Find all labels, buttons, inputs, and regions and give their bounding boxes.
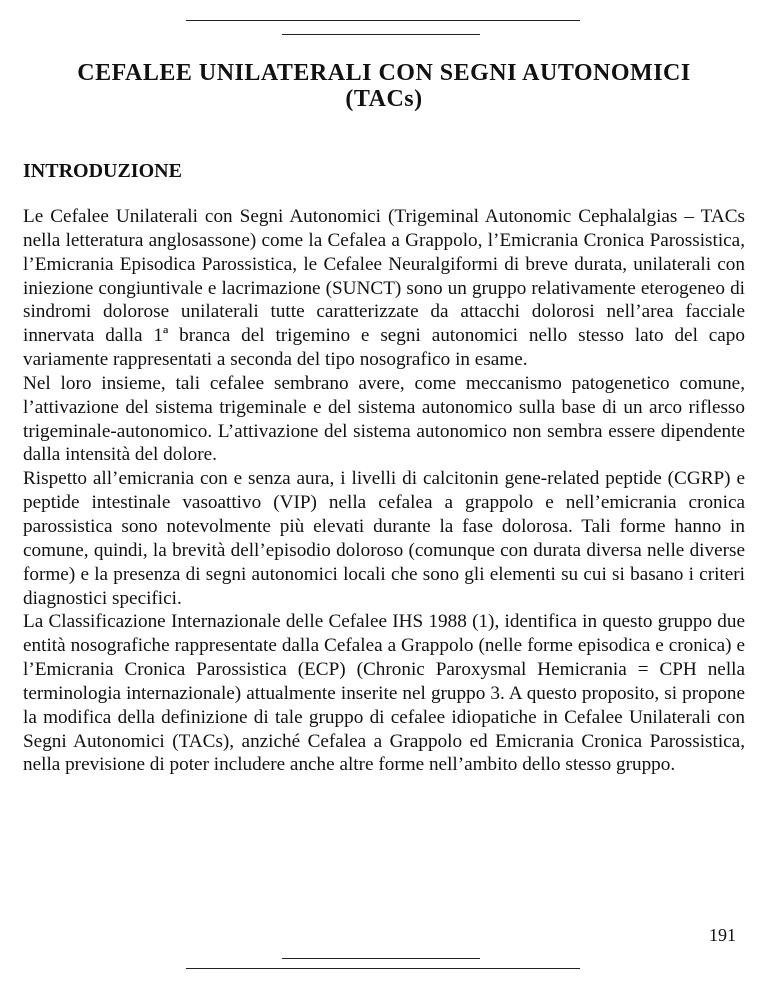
paragraph-4: La Classificazione Internazionale delle Cefalee IHS 1988 (1), identifica in questo gruppo due entità nosografiche rappresentate dalla Cefalea a Grappolo (nelle forme episodica e cronica) e l’Emicrania Cronica Parossistica (ECP) (Chronic Paroxysmal Hemicrania = CPH nella terminologia internazionale) attualmente inserite nel gruppo 3. A questo proposito, si propone la modifica della definizione di tale gruppo di cefalee idiopatiche in Cefalee Unilaterali con Segni Autonomici (TACs), anziché Cefalea a Grappolo ed Emicrania Cronica Parossistica, nella previsione di poter includere anche altre forme nell’ambito dello stesso gruppo. bbox=[23, 611, 745, 776]
page-number: 191 bbox=[709, 925, 736, 945]
section-heading: INTRODUZIONE bbox=[23, 160, 182, 182]
bottom-rule-short bbox=[282, 958, 480, 959]
title-line-1: CEFALEE UNILATERALI CON SEGNI AUTONOMICI bbox=[77, 60, 691, 86]
page-title bbox=[20, 60, 748, 112]
body-text bbox=[23, 205, 745, 777]
top-rule-short bbox=[282, 34, 480, 35]
title-line-2: (TACs) bbox=[345, 86, 423, 112]
paragraph-1: Le Cefalee Unilaterali con Segni Autonomici (Trigeminal Autonomic Cephalalgias – TACs nella letteratura anglosassone) come la Cefalea a Grappolo, l’Emicrania Cronica Parossistica, l’Emicrania Episodica Parossistica, le Cefalee Neuralgiformi di breve durata, unilaterali con iniezione congiuntivale e lacrimazione (SUNCT) sono un gruppo relativamente eterogeneo di sindromi dolorose unilaterali tutte caratterizzate da attacchi dolorosi nell’area facciale innervata dalla 1ª branca del trigemino e segni autonomici nello stesso lato del capo variamente rappresentati a seconda del tipo nosografico in esame. bbox=[23, 206, 745, 371]
paragraph-3: Rispetto all’emicrania con e senza aura, i livelli di calcitonin gene-related peptide (CGRP) e peptide intestinale vasoattivo (VIP) nella cefalea a grappolo e nell’emicrania cronica parossistica sono notevolmente più elevati durante la fase dolorosa. Tali forme hanno in comune, quindi, la brevità dell’episodio doloroso (comunque con durata diversa nelle diverse forme) e la presenza di segni autonomici locali che sono gli elementi su cui si basano i criteri diagnostici specifici. bbox=[23, 468, 745, 609]
paragraph-2: Nel loro insieme, tali cefalee sembrano avere, come meccanismo patogenetico comune, l’attivazione del sistema trigeminale e del sistema autonomico sulla base di un arco riflesso trigeminale-autonomico. L’attivazione del sistema autonomico non sembra essere dipendente dalla intensità del dolore. bbox=[23, 372, 745, 466]
top-rule-long bbox=[186, 20, 580, 21]
bottom-rule-long bbox=[186, 968, 580, 969]
